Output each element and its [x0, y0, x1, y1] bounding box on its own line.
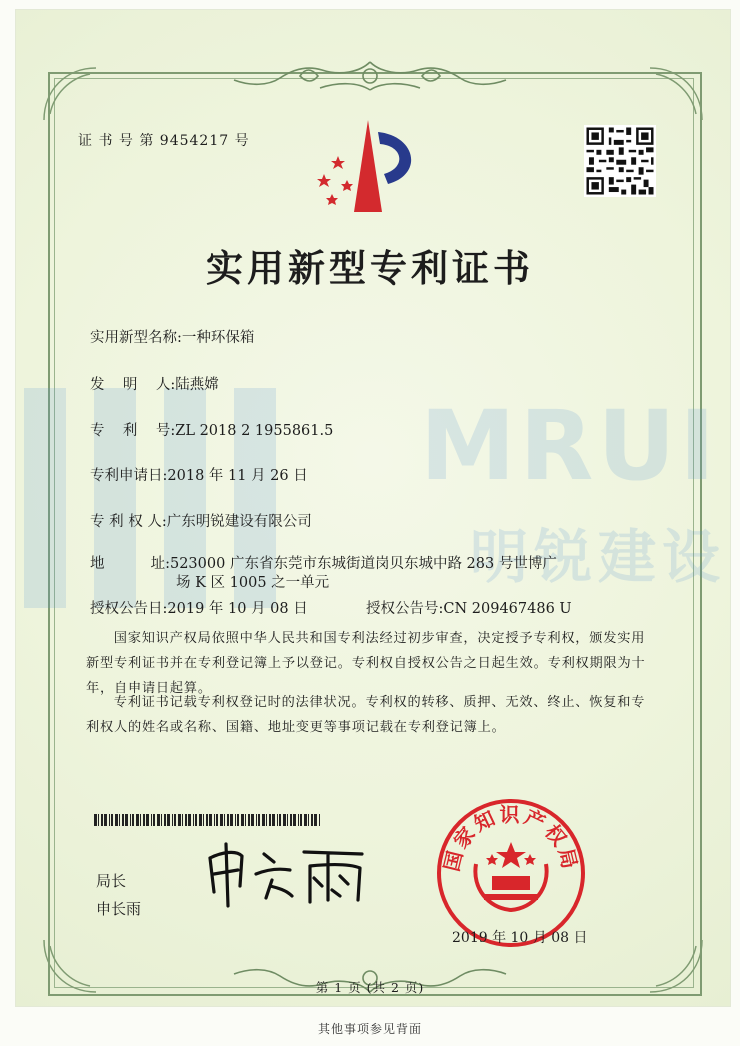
field-value: 一种环保箱: [181, 330, 255, 346]
field-value: 523000 广东省东莞市东城街道岗贝东城中路 283 号世博广: [169, 556, 557, 572]
seal-date: 2019 年 10 月 08 日: [452, 930, 588, 946]
field-value: 2019 年 10 月 08 日: [167, 601, 308, 617]
certificate-title: 实用新型专利证书: [206, 246, 534, 290]
director-name: 申长雨: [96, 900, 142, 918]
watermark-chinese: 明锐建设: [470, 523, 727, 591]
field-patent-number: [90, 419, 333, 440]
field-value: 陆燕嫦: [175, 377, 219, 393]
field-label: 授权公告日:: [90, 601, 168, 617]
corner-ornament-icon: [646, 64, 706, 124]
field-grant-announcement-date: [90, 597, 308, 618]
corner-ornament-icon: [40, 64, 100, 124]
barcode-icon: [94, 814, 322, 826]
field-label: 专 利 号:: [90, 423, 176, 439]
field-value: 广东明锐建设有限公司: [166, 514, 312, 530]
field-patentee: [90, 510, 312, 531]
field-value: CN 209467486 U: [443, 601, 572, 617]
certificate-number: 证 书 号 第 9454217 号: [78, 133, 250, 149]
field-grant-announcement-number: [366, 597, 572, 618]
field-address: [90, 552, 557, 573]
svg-text:国家知识产权局: [439, 803, 582, 874]
field-label: 发 明 人:: [90, 377, 176, 393]
qr-code-icon: [584, 125, 656, 197]
watermark-latin: MRUI: [420, 390, 720, 502]
field-value: 2018 年 11 月 26 日: [167, 468, 308, 484]
director-title: 局长: [96, 872, 127, 890]
field-label: 地 址:: [90, 556, 170, 572]
footer-note: 其他事项参见背面: [317, 1022, 422, 1036]
top-ornament-icon: [210, 56, 530, 96]
field-label: 专利申请日:: [90, 468, 168, 484]
field-label: 专 利 权 人:: [90, 514, 167, 530]
field-utility-model-name: [90, 326, 254, 347]
patent-office-emblem-icon: [312, 118, 422, 214]
field-value: ZL 2018 2 1955861.5: [175, 423, 334, 439]
seal-text: 国家知识产权局: [439, 802, 583, 874]
field-inventor: [90, 373, 219, 394]
field-application-date: [90, 464, 308, 485]
field-address-line2: 场 K 区 1005 之一单元: [176, 575, 330, 591]
field-label: 授权公告号:: [366, 601, 444, 617]
page-number: 第 1 页 (共 2 页): [315, 980, 425, 995]
statement-paragraph: 专利证书记载专利权登记时的法律状况。专利权的转移、质押、无效、终止、恢复和专利权人的姓名或名称、国籍、地址变更等事项记载在专利登记簿上。: [86, 695, 646, 735]
director-signature-icon: [200, 840, 370, 910]
field-label: 实用新型名称:: [90, 330, 182, 346]
statement-paragraph: 国家知识产权局依照中华人民共和国专利法经过初步审查，决定授予专利权，颁发实用新型专利证书并在专利登记簿上予以登记。专利权自授权公告之日起生效。专利权期限为十年，自申请日起算。: [86, 631, 646, 696]
